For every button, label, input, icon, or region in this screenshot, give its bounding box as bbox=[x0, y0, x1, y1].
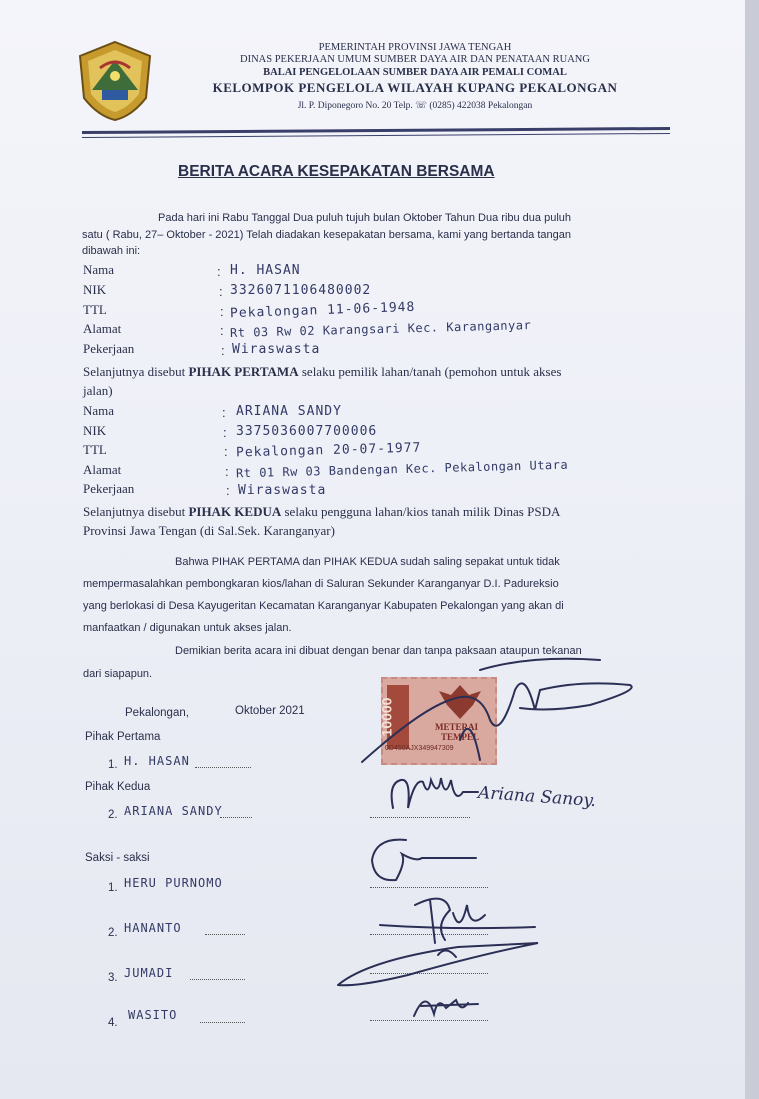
signature-pihak-kedua-text: Ariana Sanoy. bbox=[477, 782, 597, 812]
stamp-text-2: TEMPEL bbox=[441, 732, 480, 742]
colon: : bbox=[222, 405, 226, 420]
stamp-value: 10000 bbox=[378, 697, 395, 737]
date: Oktober 2021 bbox=[235, 705, 305, 717]
colon: : bbox=[225, 464, 229, 479]
party2-pekerjaan: Wiraswasta bbox=[238, 483, 327, 498]
party2-nama: ARIANA SANDY bbox=[236, 404, 342, 419]
header-line-3: BALAI PENGELOLAAN SUMBER DAYA AIR PEMALI COMAL bbox=[263, 67, 567, 78]
dotted-line bbox=[200, 1022, 245, 1023]
dotted-line bbox=[205, 934, 245, 935]
label-alamat-1: Alamat bbox=[83, 321, 122, 336]
party2-description: Selanjutnya disebut PIHAK KEDUA selaku pengguna lahan/kios tanah milik Dinas PSDA bbox=[83, 504, 561, 519]
agreement-line-2: mempermasalahkan pembongkaran kios/lahan di Saluran Sekunder Karanganyar D.I. Padureksio bbox=[83, 578, 559, 590]
label-pekerjaan-2: Pekerjaan bbox=[83, 481, 135, 496]
saksi-number: 3. bbox=[108, 972, 118, 984]
colon: : bbox=[223, 425, 227, 440]
party1-description: Selanjutnya disebut PIHAK PERTAMA selaku pemilik lahan/tanah (pemohon untuk akses bbox=[83, 364, 562, 379]
label-pekerjaan-1: Pekerjaan bbox=[83, 341, 135, 356]
label-nama-1: Nama bbox=[83, 262, 115, 277]
saksi-name: WASITO bbox=[128, 1008, 178, 1022]
agreement-line-5: Demikian berita acara ini dibuat dengan benar dan tanpa paksaan ataupun tekanan bbox=[175, 645, 582, 657]
saksi-number: 2. bbox=[108, 927, 118, 939]
signature-pihak-kedua bbox=[383, 768, 493, 818]
party1-alamat: Rt 03 Rw 02 Karangsari Kec. Karanganyar bbox=[229, 318, 532, 340]
stamp-serial: 0D450AJX349947309 bbox=[385, 745, 454, 752]
pihak-kedua-number: 2. bbox=[108, 809, 118, 821]
colon: : bbox=[220, 323, 224, 338]
colon: : bbox=[224, 444, 228, 459]
label-nik-2: NIK bbox=[83, 423, 107, 438]
party1-description-2: jalan) bbox=[83, 383, 113, 398]
header-address: Jl. P. Diponegoro No. 20 Telp. ☏ (0285) 422038 Pekalongan bbox=[297, 101, 533, 111]
province-emblem-icon bbox=[72, 38, 158, 124]
party1-nik: 3326071106480002 bbox=[230, 283, 372, 298]
signature-pihak-pertama bbox=[340, 650, 650, 770]
pihak-pertama-name: H. HASAN bbox=[124, 754, 190, 768]
intro-line-2: satu ( Rabu, 27– Oktober - 2021) Telah diadakan kesepakatan bersama, kami yang bertanda tangan bbox=[82, 229, 572, 241]
pihak-kedua-name: ARIANA SANDY bbox=[124, 804, 223, 818]
pihak-kedua-label: Pihak Kedua bbox=[85, 781, 151, 793]
saksi-label: Saksi - saksi bbox=[85, 852, 150, 864]
colon: : bbox=[217, 264, 221, 279]
label-alamat-2: Alamat bbox=[83, 462, 122, 477]
pihak-pertama-number: 1. bbox=[108, 759, 118, 771]
header-line-1: PEMERINTAH PROVINSI JAWA TENGAH bbox=[318, 42, 512, 53]
saksi-number: 4. bbox=[108, 1017, 118, 1029]
header-rule-thin bbox=[82, 133, 670, 138]
saksi-name: HANANTO bbox=[124, 921, 182, 935]
header-line-4: KELOMPOK PENGELOLA WILAYAH KUPANG PEKALONGAN bbox=[212, 80, 618, 95]
pihak-pertama-label: Pihak Pertama bbox=[85, 731, 161, 743]
party2-description-2: Provinsi Jawa Tengan (di Sal.Sek. Karanganyar) bbox=[83, 523, 335, 538]
party2-ttl: Pekalongan 20-07-1977 bbox=[235, 440, 422, 461]
saksi-name: JUMADI bbox=[124, 966, 174, 980]
document-title: BERITA ACARA KESEPAKATAN BERSAMA bbox=[178, 163, 495, 180]
saksi-name: HERU PURNOMO bbox=[124, 876, 223, 890]
label-ttl-1: TTL bbox=[83, 302, 107, 317]
party1-ttl: Pekalongan 11-06-1948 bbox=[229, 299, 416, 322]
saksi-number: 1. bbox=[108, 882, 118, 894]
agreement-line-4: manfaatkan / digunakan untuk akses jalan. bbox=[83, 622, 292, 634]
party1-nama: H. HASAN bbox=[230, 263, 301, 278]
dotted-line bbox=[190, 979, 245, 980]
colon: : bbox=[219, 284, 223, 299]
signature-saksi-1 bbox=[366, 832, 486, 887]
dotted-line bbox=[220, 817, 252, 818]
intro-line-1: Pada hari ini Rabu Tanggal Dua puluh tujuh bulan Oktober Tahun Dua ribu dua puluh bbox=[158, 212, 572, 224]
label-ttl-2: TTL bbox=[83, 442, 107, 457]
colon: : bbox=[221, 343, 225, 358]
signature-saksi-4 bbox=[406, 978, 486, 1023]
label-nama-2: Nama bbox=[83, 403, 115, 418]
header-line-2: DINAS PEKERJAAN UMUM SUMBER DAYA AIR DAN PENATAAN RUANG bbox=[240, 54, 590, 65]
agreement-line-6: dari siapapun. bbox=[83, 668, 153, 680]
agreement-line-1: Bahwa PIHAK PERTAMA dan PIHAK KEDUA sudah saling sepakat untuk tidak bbox=[175, 556, 560, 568]
dotted-line bbox=[195, 767, 251, 768]
place: Pekalongan, bbox=[125, 707, 189, 719]
label-nik-1: NIK bbox=[83, 282, 107, 297]
party2-nik: 3375036007700006 bbox=[236, 424, 378, 439]
colon: : bbox=[226, 483, 230, 498]
colon: : bbox=[220, 304, 224, 319]
party2-alamat: Rt 01 Rw 03 Bandengan Kec. Pekalongan Utara bbox=[235, 457, 569, 481]
stamp-text-1: METERAI bbox=[435, 722, 479, 732]
intro-line-3: dibawah ini: bbox=[82, 245, 141, 257]
agreement-line-3: yang berlokasi di Desa Kayugeritan Kecamatan Karanganyar Kabupaten Pekalongan yang akan di bbox=[83, 600, 564, 612]
party1-pekerjaan: Wiraswasta bbox=[232, 342, 321, 357]
